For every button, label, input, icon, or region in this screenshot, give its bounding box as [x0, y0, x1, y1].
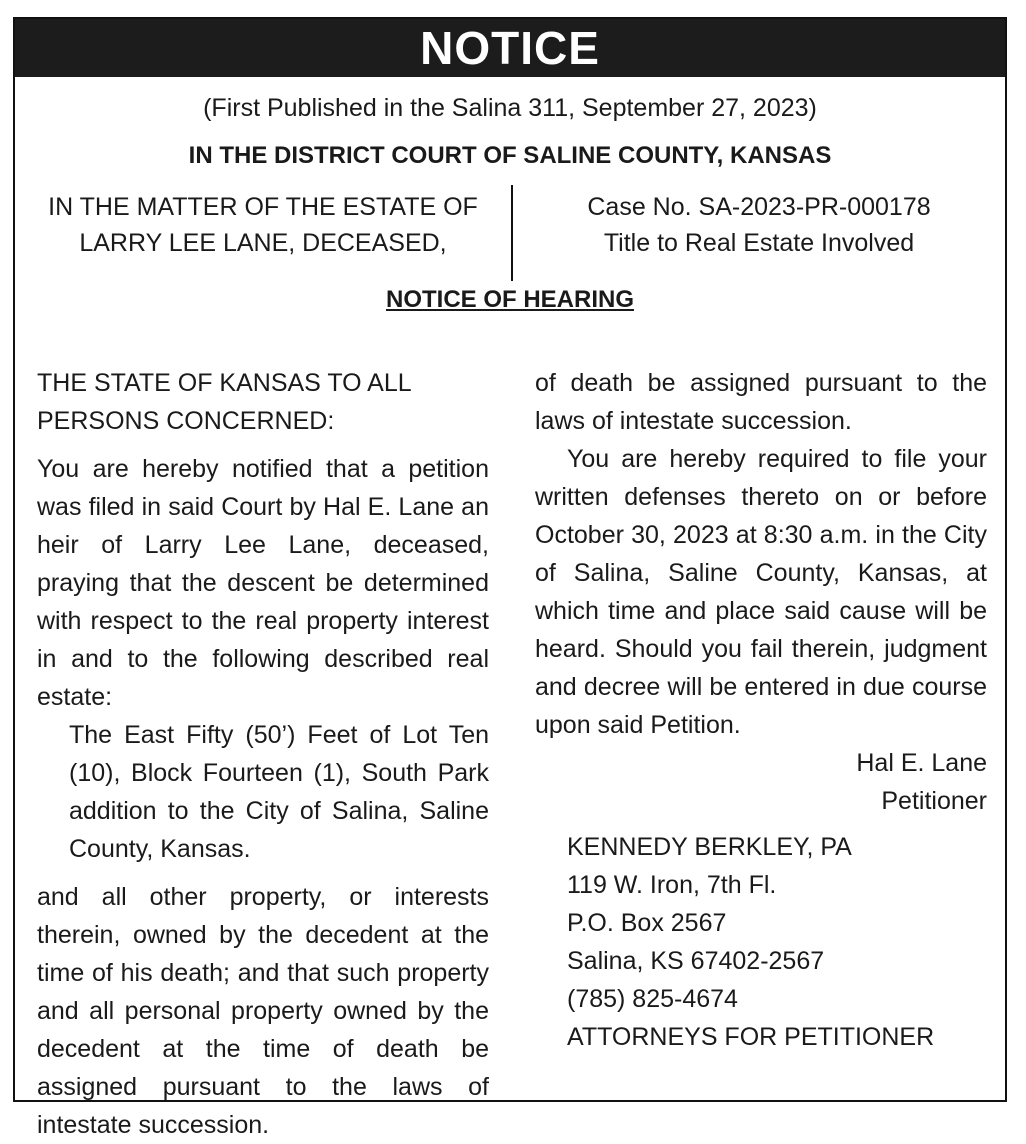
case-caption: [15, 185, 1005, 285]
property-paragraph: and all other property, or interests therein, owned by the decedent at the time of his death; and that such property and all personal property owned by the decedent at the time of death be assigned pursuant to the laws of intestate succession.: [37, 883, 489, 1139]
case-number: Case No. SA-2023-PR-000178: [587, 193, 931, 221]
publication-line: (First Published in the Salina 311, September 27, 2023): [203, 94, 817, 122]
attorney-street: 119 W. Iron, 7th Fl.: [567, 871, 777, 899]
notice-banner: NOTICE: [15, 19, 1005, 77]
address-line: THE STATE OF KANSAS TO ALL PERSONS CONCERNED:: [37, 369, 411, 435]
attorney-role: ATTORNEYS FOR PETITIONER: [567, 1023, 935, 1051]
court-title: IN THE DISTRICT COURT OF SALINE COUNTY, KANSAS: [188, 142, 832, 169]
case-info: [513, 189, 1005, 261]
attorney-po-box: P.O. Box 2567: [567, 909, 727, 937]
legal-description: The East Fifty (50’) Feet of Lot Ten (10), Block Fourteen (1), South Park addition to the City of Salina, Saline County, Kansas.: [69, 721, 489, 863]
attorney-block: [535, 828, 987, 1056]
defenses-paragraph: You are hereby required to file your written defenses thereto on or before October 30, 2023 at 8:30 a.m. in the City of Salina, Saline County, Kansas, at which time and place said cause will be heard. Should you fail therein, judgment and decree will be entered in due course upon said Petition.: [535, 445, 987, 739]
estate-line-2: LARRY LEE LANE, DECEASED,: [79, 229, 447, 257]
left-column: [37, 364, 489, 1139]
estate-caption: [15, 189, 511, 261]
hearing-heading: NOTICE OF HEARING: [385, 286, 634, 313]
estate-line-1: IN THE MATTER OF THE ESTATE OF: [48, 193, 478, 221]
attorney-firm: KENNEDY BERKLEY, PA: [567, 833, 852, 861]
property-paragraph-continued: of death be assigned pursuant to the laws of intestate succession.: [535, 369, 987, 435]
right-column: [535, 364, 987, 1056]
petitioner-role: Petitioner: [881, 787, 987, 815]
petitioner-name: Hal E. Lane: [856, 749, 987, 777]
petition-paragraph: You are hereby notified that a petition was filed in said Court by Hal E. Lane an heir of Larry Lee Lane, deceased, praying that the descent be determined with respect to the real property interest in and to the following described real estate:: [37, 455, 489, 711]
attorney-phone: (785) 825-4674: [567, 985, 738, 1013]
title-note: Title to Real Estate Involved: [603, 229, 915, 257]
legal-notice: [13, 17, 1007, 1139]
attorney-city: Salina, KS 67402-2567: [567, 947, 825, 975]
